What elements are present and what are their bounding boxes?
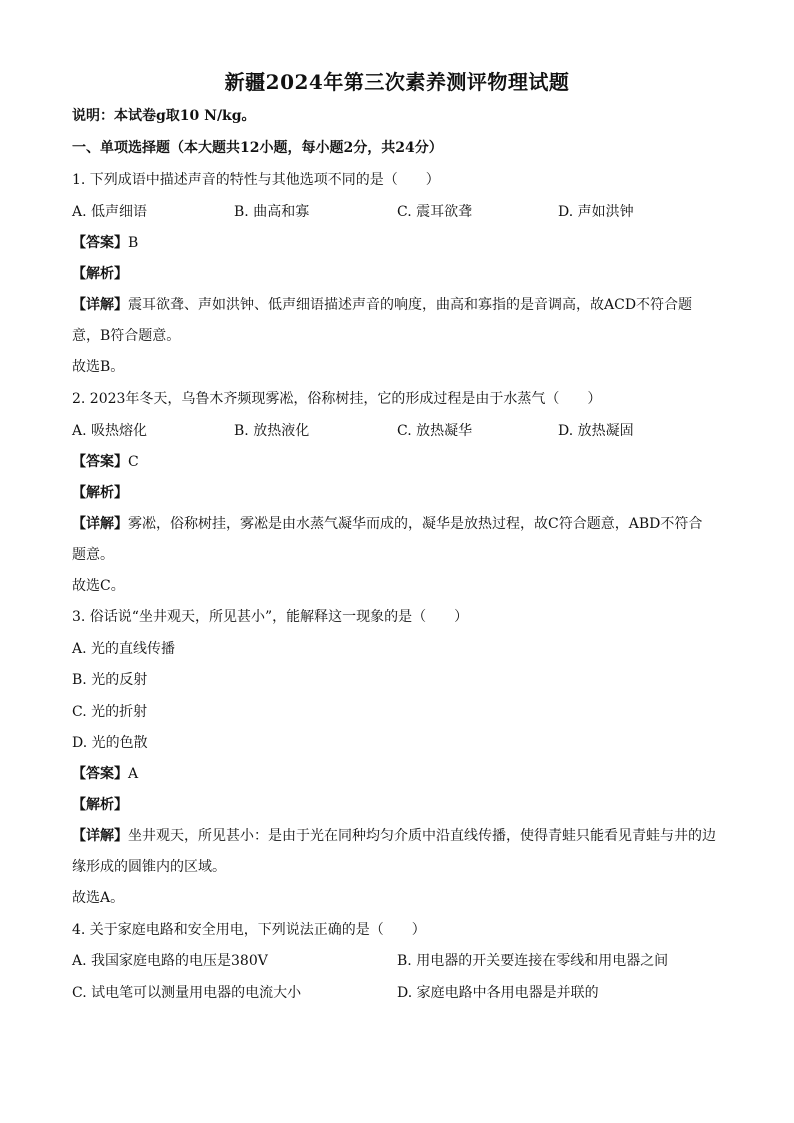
question-3-option-b: B. 光的反射	[72, 672, 148, 688]
detail-text: 震耳欲聋、声如洪钟、低声细语描述声音的响度，曲高和寡指的是音调高，故ACD不符合题	[128, 297, 693, 313]
question-3-option-a: A. 光的直线传播	[72, 641, 176, 657]
question-4-option-c: C. 试电笔可以测量用电器的电流大小	[72, 985, 302, 1001]
answer-label: 【答案】	[72, 235, 128, 251]
question-2-conclusion: 故选C。	[72, 578, 125, 594]
question-2-option-d: D. 放热凝固	[558, 423, 634, 439]
section-heading: 一、单项选择题（本大题共12小题，每小题2分，共24分）	[72, 140, 443, 156]
answer-value: B	[128, 235, 139, 251]
question-1-option-d: D. 声如洪钟	[558, 204, 634, 220]
answer-label: 【答案】	[72, 766, 128, 782]
question-4-option-a: A. 我国家庭电路的电压是380V	[72, 953, 268, 969]
question-1-option-a: A. 低声细语	[72, 204, 148, 220]
question-2-option-a: A. 吸热熔化	[72, 423, 148, 439]
note-line: 说明：本试卷g取10 N/kg。	[72, 108, 256, 124]
question-3-option-c: C. 光的折射	[72, 704, 148, 720]
question-3-detail-line-1	[72, 826, 716, 846]
detail-label: 【详解】	[72, 828, 128, 844]
question-2-stem: 2. 2023年冬天，乌鲁木齐频现雾凇，俗称树挂，它的形成过程是由于水蒸气（ ）	[72, 391, 602, 407]
question-3-answer	[72, 764, 138, 784]
question-4-stem: 4. 关于家庭电路和安全用电，下列说法正确的是（ ）	[72, 922, 426, 938]
question-1-detail-line-1	[72, 295, 692, 315]
question-1-analysis-label: 【解析】	[72, 266, 128, 282]
answer-value: C	[128, 454, 139, 470]
question-3-analysis-label: 【解析】	[72, 797, 128, 813]
question-2-detail-line-1	[72, 514, 702, 534]
question-2-option-c: C. 放热凝华	[397, 423, 473, 439]
question-2-detail-line-2: 题意。	[72, 547, 114, 563]
question-4-option-d: D. 家庭电路中各用电器是并联的	[397, 985, 599, 1001]
detail-label: 【详解】	[72, 516, 128, 532]
document-title: 新疆2024年第三次素养测评物理试题	[224, 70, 570, 94]
question-1-detail-line-2: 意，B符合题意。	[72, 328, 181, 344]
question-1-option-c: C. 震耳欲聋	[397, 204, 473, 220]
question-1-answer	[72, 233, 138, 253]
question-2-option-b: B. 放热液化	[234, 423, 310, 439]
question-3-option-d: D. 光的色散	[72, 735, 148, 751]
question-1-stem: 1. 下列成语中描述声音的特性与其他选项不同的是（ ）	[72, 172, 440, 188]
answer-value: A	[128, 766, 139, 782]
question-2-answer	[72, 452, 139, 472]
detail-text: 坐井观天，所见甚小：是由于光在同种均匀介质中沿直线传播，使得青蛙只能看见青蛙与井的边	[128, 828, 716, 844]
answer-label: 【答案】	[72, 454, 128, 470]
question-2-analysis-label: 【解析】	[72, 485, 128, 501]
detail-label: 【详解】	[72, 297, 128, 313]
question-3-conclusion: 故选A。	[72, 890, 125, 906]
question-4-option-b: B. 用电器的开关要连接在零线和用电器之间	[397, 953, 669, 969]
question-3-stem: 3. 俗话说“坐井观天，所见甚小”，能解释这一现象的是（ ）	[72, 609, 469, 625]
question-1-option-b: B. 曲高和寡	[234, 204, 310, 220]
detail-text: 雾凇，俗称树挂，雾凇是由水蒸气凝华而成的，凝华是放热过程，故C符合题意，ABD不符合	[128, 516, 703, 532]
question-3-detail-line-2: 缘形成的圆锥内的区域。	[72, 859, 226, 875]
question-1-conclusion: 故选B。	[72, 359, 125, 375]
